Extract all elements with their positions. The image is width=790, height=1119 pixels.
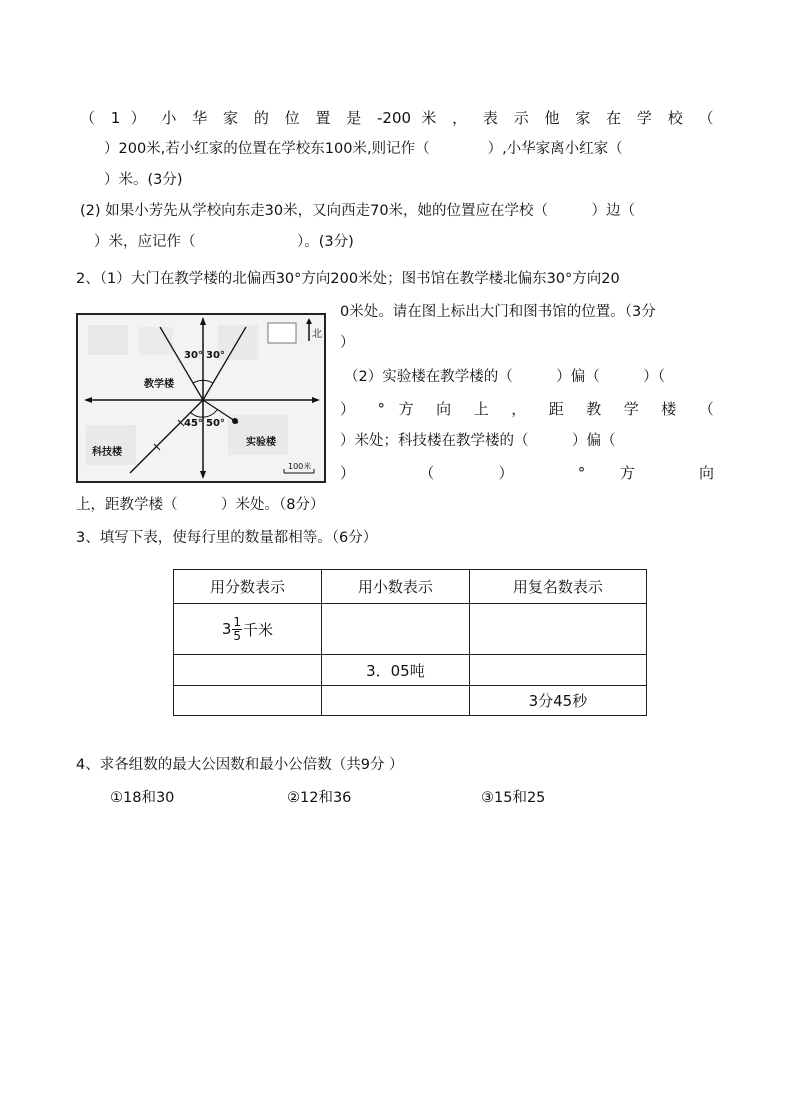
whole-part: 3	[221, 620, 232, 638]
q2-line-8: 上，距教学楼（ ）米处。（8分）	[76, 497, 325, 513]
q2-line-5	[340, 399, 714, 419]
conversion-table	[173, 569, 647, 716]
q2-text: 学	[623, 400, 648, 418]
q2-text: 方	[398, 400, 423, 418]
angle-label: 45°	[184, 418, 203, 429]
table-cell-empty[interactable]	[469, 604, 646, 655]
lab-building-label: 实验楼	[246, 437, 276, 448]
q4-item: ③15和25	[481, 790, 546, 806]
q1-text: 的	[253, 109, 275, 127]
table-header: 用小数表示	[321, 570, 469, 604]
numerator: 1	[233, 614, 242, 629]
mixed-number	[222, 616, 273, 643]
q1-text: 学	[636, 109, 658, 127]
tech-building-label: 科技楼	[92, 447, 122, 458]
scale-label: 100米	[288, 462, 312, 471]
q1-text: 米	[421, 109, 442, 127]
q1-text: 表	[482, 109, 504, 127]
q2-text: °	[377, 400, 386, 418]
q2-text: 向	[698, 464, 714, 482]
table-header: 用复名数表示	[469, 570, 646, 604]
q2-line-2: 0米处。请在图上标出大门和图书馆的位置。（3分	[340, 304, 656, 320]
q1-text: 置	[315, 109, 336, 127]
q1-text: 小	[161, 109, 182, 127]
q1-text: 校	[667, 109, 689, 127]
direction-diagram	[76, 313, 326, 483]
q1-text: 他	[544, 109, 566, 127]
q2-text: 方	[619, 464, 665, 482]
q1-text: 华	[192, 109, 213, 127]
north-label: 北	[312, 329, 322, 340]
q1-text: 示	[513, 109, 535, 127]
q4-title: 4、求各组数的最大公因数和最小公倍数（共9分 ）	[76, 757, 404, 773]
q3-title: 3、填写下表，使每行里的数量都相等。（6分）	[76, 530, 378, 546]
table-cell-empty[interactable]	[174, 655, 322, 686]
angle-label: 30°	[206, 350, 225, 361]
q1-text: 位	[284, 109, 306, 127]
direction-diagram-svg	[78, 315, 324, 481]
q1-text: 在	[606, 109, 627, 127]
q1-line-4: (2) 如果小芳先从学校向东走30米，又向西走70米，她的位置应在学校（ ）边（	[80, 203, 636, 219]
table-row	[174, 604, 647, 655]
q1-line-3: ）米。(3分)	[104, 172, 183, 188]
q2-text: （	[419, 464, 464, 482]
q1-text: 家	[575, 109, 596, 127]
q2-line-1: 2、（1）大门在教学楼的北偏西30°方向200米处；图书馆在教学楼北偏东30°方向20	[76, 271, 620, 287]
table-cell-empty[interactable]	[174, 686, 322, 716]
q2-line-7	[340, 463, 714, 483]
q2-line-6: ）米处；科技楼在教学楼的（ ）偏（	[340, 433, 616, 449]
q2-text: 教	[586, 400, 611, 418]
q2-text: 向	[436, 400, 461, 418]
q1-text: 是	[346, 109, 367, 127]
table-row	[174, 655, 647, 686]
q1-line-2: ）200米,若小红家的位置在学校东100米,则记作（ ）,小华家离小红家（	[104, 141, 623, 157]
q1-text: -200	[377, 109, 412, 127]
q1-line-5: ）米，应记作（ ）。(3分)	[94, 234, 354, 250]
table-header-row	[174, 570, 647, 604]
angle-label: 50°	[206, 418, 225, 429]
table-cell-empty[interactable]	[469, 655, 646, 686]
q2-text: ）	[498, 464, 544, 482]
table-cell-empty[interactable]	[321, 686, 469, 716]
q1-text: ）	[130, 109, 152, 127]
q2-text: 距	[548, 400, 573, 418]
q2-text: 楼	[661, 400, 686, 418]
denominator: 5	[233, 628, 242, 643]
q1-text: 1	[110, 109, 121, 127]
q2-line-3: ）	[340, 335, 355, 351]
table-cell-fraction	[174, 604, 322, 655]
q1-text: （	[80, 109, 101, 127]
q2-text: （	[698, 400, 714, 418]
q2-text: ）	[340, 464, 385, 482]
table-row	[174, 686, 647, 716]
q1-line-1	[80, 108, 714, 128]
unit: 千米	[243, 620, 274, 639]
q4-item: ②12和36	[287, 790, 352, 806]
q4-item: ①18和30	[110, 790, 175, 806]
q1-text: 家	[223, 109, 244, 127]
table-cell-empty[interactable]	[321, 604, 469, 655]
q2-line-4: （2）实验楼在教学楼的（ ）偏（ ）（	[344, 369, 665, 385]
q2-text: ，	[511, 400, 536, 418]
q1-text: ，	[452, 109, 473, 127]
table-header: 用分数表示	[174, 570, 322, 604]
q2-text: °	[577, 464, 586, 482]
q2-text: 上	[473, 400, 498, 418]
angle-label: 30°	[184, 350, 203, 361]
table-cell-decimal: 3．05吨	[321, 655, 469, 686]
fraction	[232, 616, 242, 643]
q2-text: ）	[340, 400, 364, 418]
q1-text: （	[698, 109, 714, 127]
teaching-building-label: 教学楼	[144, 379, 174, 390]
table-cell-compound: 3分45秒	[469, 686, 646, 716]
